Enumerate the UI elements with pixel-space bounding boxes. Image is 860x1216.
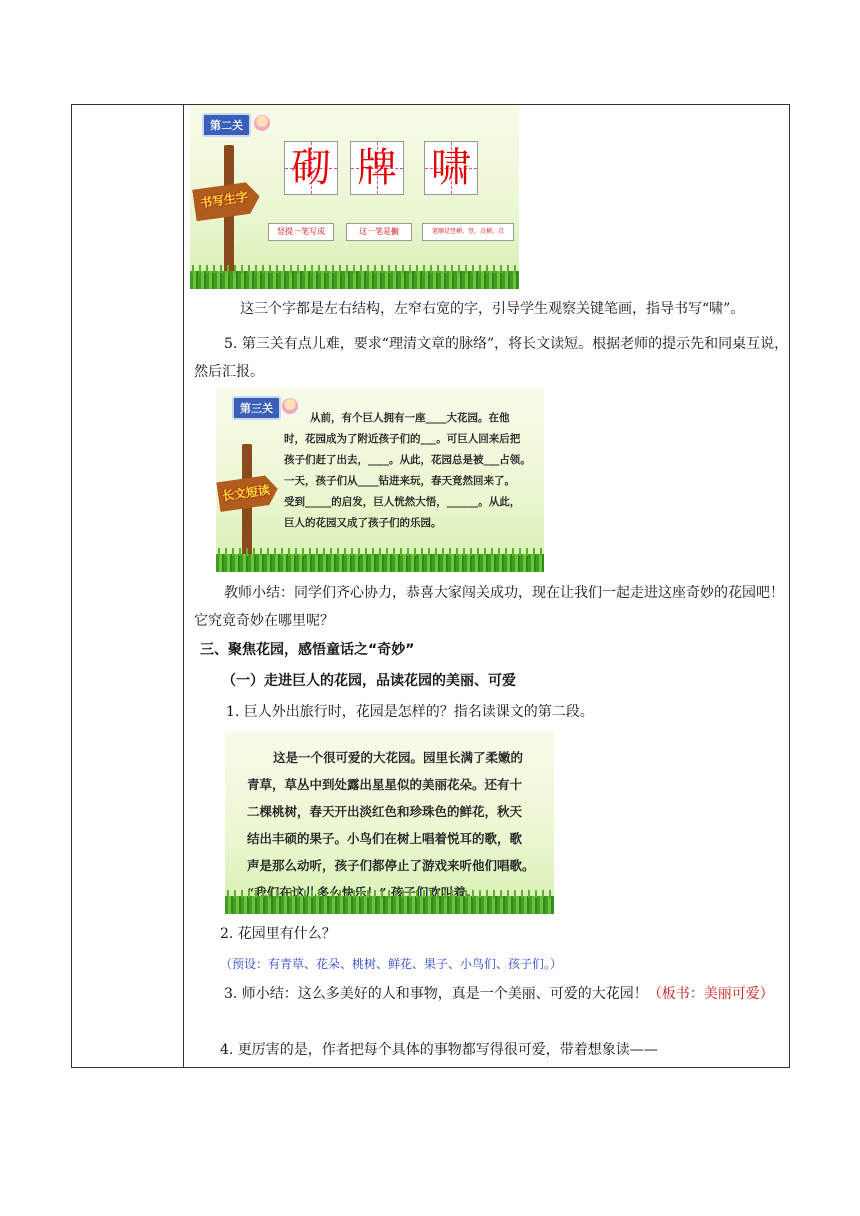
sign-label: 书写生字	[199, 189, 249, 211]
teacher-summary: 教师小结：同学们齐心协力，恭喜大家闯关成功，现在让我们一起走进这座奇妙的花园吧！它究竟奇妙在哪里呢？	[194, 585, 784, 629]
section-heading: 三、聚焦花园，感悟童话之“奇妙”	[200, 642, 415, 658]
preset-answer: （预设：有青草、花朵、桃树、鲜花、果子、小鸟们、孩子们。）	[220, 957, 563, 971]
subsection-heading: （一）走进巨人的花园，品读花园的美丽、可爱	[222, 673, 516, 689]
angel-icon	[254, 115, 270, 131]
question-3-text: 3. 师小结：这么多美好的人和事物，真是一个美丽、可爱的大花园！	[224, 986, 648, 1002]
slide3-text-line-2: 时，花园成为了附近孩子们的___。可巨人回来后把	[284, 433, 521, 445]
question-2: 2. 花园里有什么？	[220, 926, 336, 942]
slide-short-reading	[216, 388, 544, 572]
blackboard-note: （板书：美丽可爱）	[647, 986, 774, 1002]
char-2: 牌	[357, 145, 397, 191]
passage-line-1: 这是一个很可爱的大花园。园里长满了柔嫩的	[273, 750, 524, 765]
angel-icon	[282, 398, 298, 414]
grass-strip	[225, 896, 554, 914]
stroke-note-3: 笔顺是竖横、竖、点横、点	[422, 223, 514, 241]
char-1: 砌	[291, 145, 331, 191]
slide3-text-line-1: 从前，有个巨人拥有一座____大花园。在他	[310, 412, 510, 424]
stroke-note-2: 这一笔是撇	[346, 223, 412, 241]
char-grid-2	[350, 141, 404, 195]
stroke-note-1: 竖提一笔写成	[268, 223, 334, 241]
lesson-content-cell	[184, 105, 789, 1067]
lesson-table	[71, 104, 790, 1068]
passage-line-4: 结出丰硕的果子。小鸟们在树上唱着悦耳的歌，歌	[247, 831, 523, 846]
slide3-text-line-6: 巨人的花园又成了孩子们的乐园。	[284, 517, 442, 529]
slide3-text-line-3: 孩子们赶了出去，____。从此，花园总是被___占领。	[284, 454, 531, 466]
sign-label: 长文短读	[221, 482, 271, 504]
question-3	[194, 979, 790, 1009]
char-grid-3	[424, 141, 478, 195]
level-tab: 第二关	[202, 113, 251, 137]
char-grid-1	[284, 141, 338, 195]
grass-strip	[216, 554, 544, 572]
level-tab: 第三关	[232, 396, 281, 420]
question-4: 4. 更厉害的是，作者把每个具体的事物都写得很可爱，带着想象读——	[220, 1042, 658, 1058]
passage-line-3: 二棵桃树，春天开出淡红色和珍珠色的鲜花，秋天	[247, 804, 523, 819]
slide-garden-passage	[225, 730, 554, 914]
paragraph-level3: 5. 第三关有点儿难，要求“理清文章的脉络”，将长文读短。根据老师的提示先和同桌互说，然后汇报。	[194, 336, 789, 380]
passage-line-5: 声是那么动听，孩子们都停止了游戏来听他们唱歌。	[247, 858, 535, 873]
question-1: 1. 巨人外出旅行时，花园是怎样的？指名读课文的第二段。	[226, 704, 594, 720]
grass-strip	[190, 271, 519, 289]
slide3-text-line-4: 一天，孩子们从____钻进来玩，春天竟然回来了。	[284, 475, 515, 487]
slide-writing-characters	[190, 105, 519, 289]
slide3-text-line-5: 受到_____的启发，巨人恍然大悟，______。从此，	[284, 496, 521, 508]
passage-line-2: 青草，草丛中到处露出星星似的美丽花朵。还有十	[247, 777, 523, 792]
char-3: 啸	[431, 145, 471, 191]
paragraph-structure: 这三个字都是左右结构，左窄右宽的字，引导学生观察关键笔画，指导书写“啸”。	[240, 301, 745, 317]
